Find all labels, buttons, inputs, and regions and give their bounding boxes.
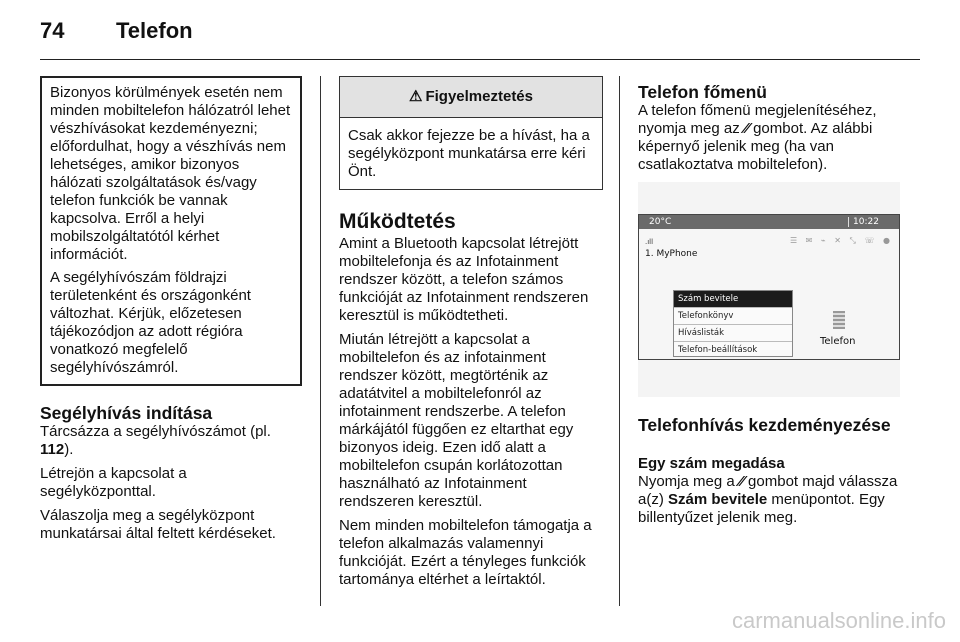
subheading-enter-number: Egy szám megadása xyxy=(638,455,785,472)
page-header xyxy=(40,16,920,56)
note-box xyxy=(40,76,302,386)
note-paragraph-1: Bizonyos körülmények esetén nem minden mobiltelefon hálózatról lehet vészhívásokat kezdeményezni; előfordulhat, hogy a vészhívás nem lehetséges, amikor bizonyos hálózati szolgáltatások és/vagy telefon funkciók be vannak kapcsolva. Erről a helyi mobilszolgáltatótól kérhet információt. xyxy=(50,84,291,263)
connected-phone-name: 1. MyPhone xyxy=(645,249,698,259)
enter-number-text-mid: gombot majd válassza a(z) xyxy=(638,473,898,508)
section-heading-make-call: Telefonhívás kezdeményezése xyxy=(638,415,891,435)
phone-app-icon xyxy=(833,311,845,329)
watermark: carmanualsonline.info xyxy=(731,608,946,633)
temperature-readout: 20°C xyxy=(649,217,672,227)
note-paragraph-2: A segélyhívószám földrajzi területenként és országonként változhat. Kérjük, előzetesen tájékozódjon az adott régióra vonatkozó megfelelő segélyhívószámról. xyxy=(50,269,251,376)
enter-number-text: Nyomja meg a xyxy=(638,473,739,490)
warning-text: Csak akkor fejezze be a hívást, ha a segélyközpont munkatársa erre kéri Önt. xyxy=(348,127,590,180)
paragraph-dial xyxy=(40,423,302,459)
paragraph-answer: Válaszolja meg a segélyközpont munkatársai által feltett kérdéseket. xyxy=(40,507,276,542)
phone-app-label: Telefon xyxy=(820,336,856,347)
phone-menu-paragraph xyxy=(638,102,900,174)
menu-item-phonebook[interactable]: Telefonkönyv xyxy=(674,308,792,325)
enter-number-paragraph xyxy=(638,473,900,527)
menu-item-phone-settings[interactable]: Telefon-beállítások xyxy=(678,345,758,355)
phone-menu-list xyxy=(673,290,793,357)
signal-strength-icon: .ıll xyxy=(645,238,654,246)
menu-item-enter-number[interactable]: Szám bevitele xyxy=(674,291,792,308)
enter-number-text-end: menüpontot. Egy billentyűzet jelenik meg. xyxy=(638,491,885,526)
warning-title: Figyelmeztetés xyxy=(425,88,533,105)
phone-menu-text-end: gombot. Az alábbi képernyő jelenik meg (ha van csatlakoztatva mobiltelefon). xyxy=(638,120,873,173)
status-separator xyxy=(848,217,849,227)
operation-paragraph-1: Amint a Bluetooth kapcsolat létrejött mobiltelefonja és az Infotainment rendszer között, a telefon számos funkcióját az Infotainment rendszeren keresztül is működtetheti. xyxy=(339,235,589,324)
warning-icon: ⚠ xyxy=(409,88,423,105)
chapter-title: Telefon xyxy=(116,18,193,43)
dial-text: Tárcsázza a segélyhívószámot (pl. xyxy=(40,423,271,440)
infotainment-screenshot xyxy=(638,182,900,397)
column-2 xyxy=(339,76,603,595)
menu-option-name: Szám bevitele xyxy=(668,491,768,508)
column-divider-1 xyxy=(320,76,321,606)
dial-text-end: ). xyxy=(64,441,74,458)
menu-item-call-lists[interactable]: Híváslisták xyxy=(674,325,792,342)
section-heading-emergency-call: Segélyhívás indítása xyxy=(40,403,213,423)
phone-button-icon-2: ⁄⁄ xyxy=(738,473,744,490)
emergency-number: 112 xyxy=(40,441,65,458)
column-divider-2 xyxy=(619,76,620,606)
section-heading-operation: Működtetés xyxy=(339,210,456,233)
phone-button-icon: ⁄⁄ xyxy=(743,120,749,137)
operation-paragraph-2: Miután létrejött a kapcsolat a mobiltelefon és az infotainment rendszer között, megtörténik az adatátvitel a mobiltelefonról az infotainment rendszerbe. A telefon márkájától függően ez eltarthat egy bizonyos ideig. Ezen idő alatt a mobiltelefon csupán korlátozottan használható az Infotainment rendszeren keresztül. xyxy=(339,331,574,510)
operation-paragraph-3: Nem minden mobiltelefon támogatja a telefon alkalmazás valamennyi funkcióját. Ezért a tényleges funkciók tartománya eltérhet a leírtaktól. xyxy=(339,517,592,588)
section-heading-phone-menu: Telefon főmenü xyxy=(638,82,767,102)
infotainment-screen xyxy=(638,214,900,360)
header-divider xyxy=(40,59,920,60)
phone-menu-text: A telefon főmenü megjelenítéséhez, nyomja meg az xyxy=(638,102,877,137)
screen-status-bar xyxy=(639,215,899,229)
column-3 xyxy=(638,76,900,533)
status-icons: ☰ ✉ ⌁ ✕ ⤡ ☏ ● xyxy=(789,236,893,245)
warning-box xyxy=(339,76,603,190)
warning-title-bar xyxy=(340,77,602,118)
clock-readout: 10:22 xyxy=(853,217,879,227)
page-number: 74 xyxy=(40,18,65,43)
column-1 xyxy=(40,76,302,549)
paragraph-connection: Létrejön a kapcsolat a segélyközponttal. xyxy=(40,465,187,500)
